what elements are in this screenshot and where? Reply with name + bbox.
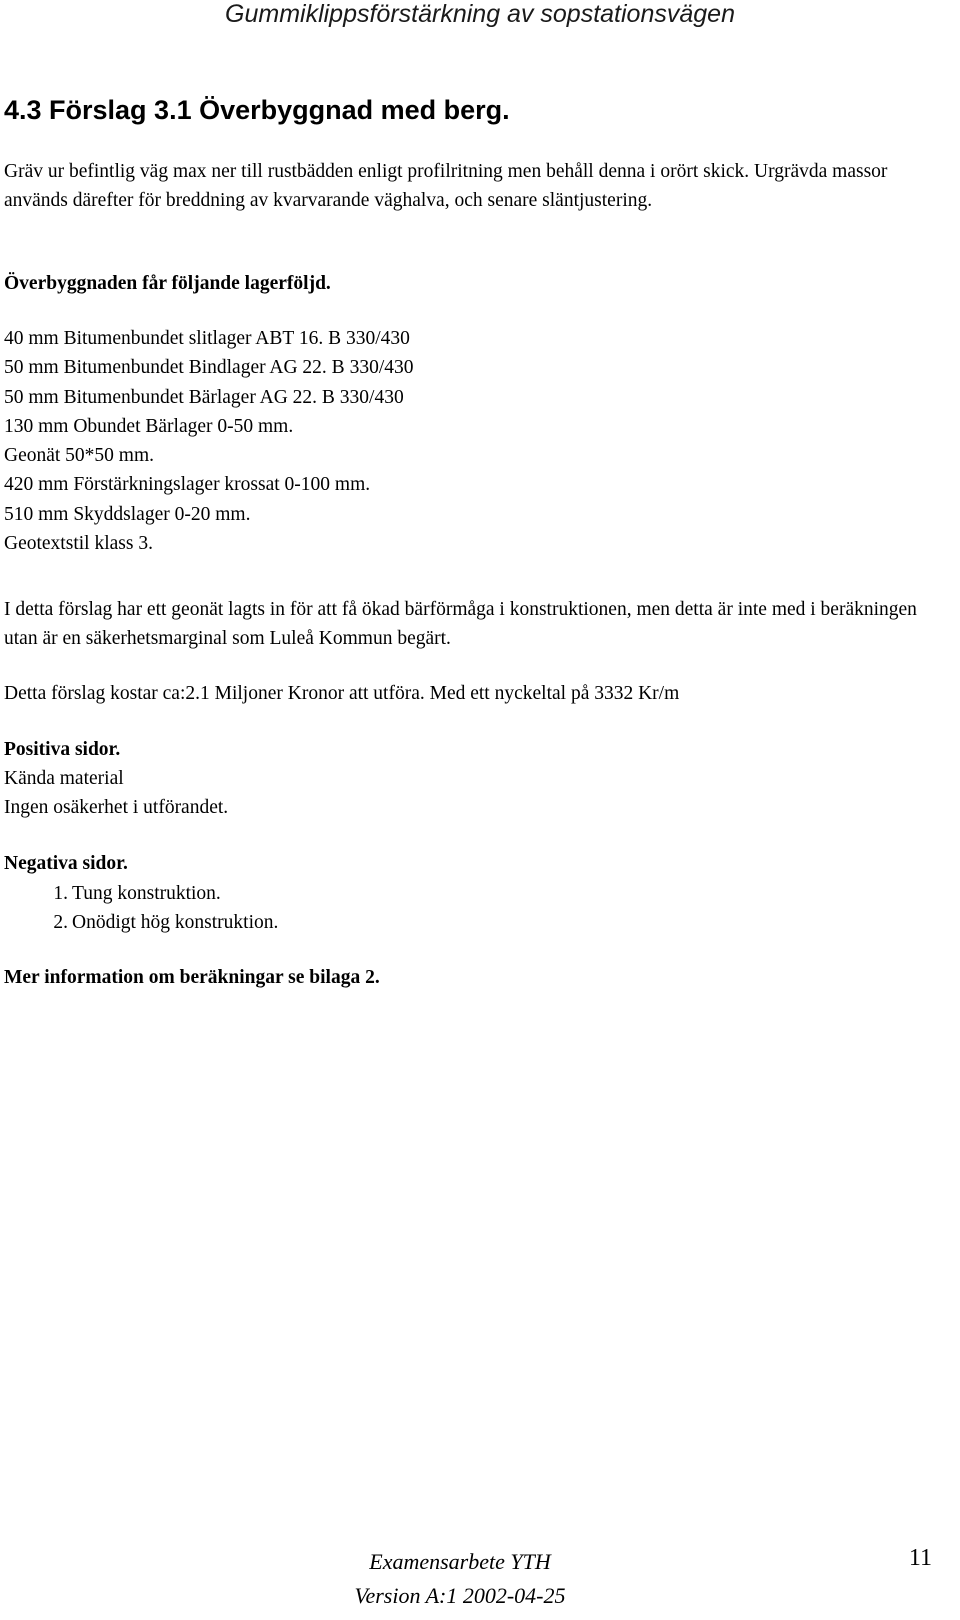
geonet-note-paragraph: I detta förslag har ett geonät lagts in för att få ökad bärförmåga i konstruktionen, men detta är inte med i beräkningen utan är en säkerhetsmarginal som Luleå Kommun begärt. [4, 599, 917, 649]
negatives-heading: Negativa sidor. [4, 853, 128, 874]
positives-heading: Positiva sidor. [4, 739, 121, 760]
positive-item: Ingen osäkerhet i utförandet. [4, 797, 229, 818]
negatives-list [4, 879, 278, 937]
negative-item-text: Onödigt hög konstruktion. [72, 912, 279, 933]
page-number: 11 [908, 1545, 932, 1571]
layer-item: Geonät 50*50 mm. [4, 445, 155, 467]
layer-item: 50 mm Bitumenbundet Bärlager AG 22. B 330/430 [4, 386, 404, 408]
layer-item: 50 mm Bitumenbundet Bindlager AG 22. B 330/430 [4, 357, 414, 379]
negative-item-text: Tung konstruktion. [72, 883, 221, 904]
document-header-title: Gummiklippsförstärkning av sopstationsvägen [225, 0, 735, 28]
section-heading: 4.3 Förslag 3.1 Överbyggnad med berg. [4, 95, 510, 125]
negative-item [4, 879, 278, 908]
negative-item-number: 2. [53, 912, 68, 933]
intro-paragraph: Gräv ur befintlig väg max ner till rustbädden enligt profilritning men behåll denna i orört skick. Urgrävda massor används därefter för breddning av kvarvarande väghalva, och senare släntjustering. [4, 161, 888, 211]
layer-list [4, 324, 413, 558]
layer-item: 420 mm Förstärkningslager krossat 0-100 mm. [4, 474, 371, 496]
negative-item [4, 908, 278, 937]
layer-item: 130 mm Obundet Bärlager 0-50 mm. [4, 415, 294, 437]
footer-label: Examensarbete YTH [369, 1549, 551, 1574]
layer-item: Geotextstil klass 3. [4, 533, 153, 555]
layer-item: 510 mm Skyddslager 0-20 mm. [4, 503, 251, 525]
footer-version: Version A:1 2002-04-25 [354, 1583, 566, 1608]
negative-item-number: 1. [53, 883, 68, 904]
layers-heading: Överbyggnaden får följande lagerföljd. [4, 273, 331, 294]
cost-paragraph: Detta förslag kostar ca:2.1 Miljoner Kronor att utföra. Med ett nyckeltal på 3332 Kr/m [4, 683, 680, 704]
more-info-line: Mer information om beräkningar se bilaga 2. [4, 967, 380, 988]
layer-item: 40 mm Bitumenbundet slitlager ABT 16. B 330/430 [4, 328, 410, 349]
positive-item: Kända material [4, 768, 124, 789]
